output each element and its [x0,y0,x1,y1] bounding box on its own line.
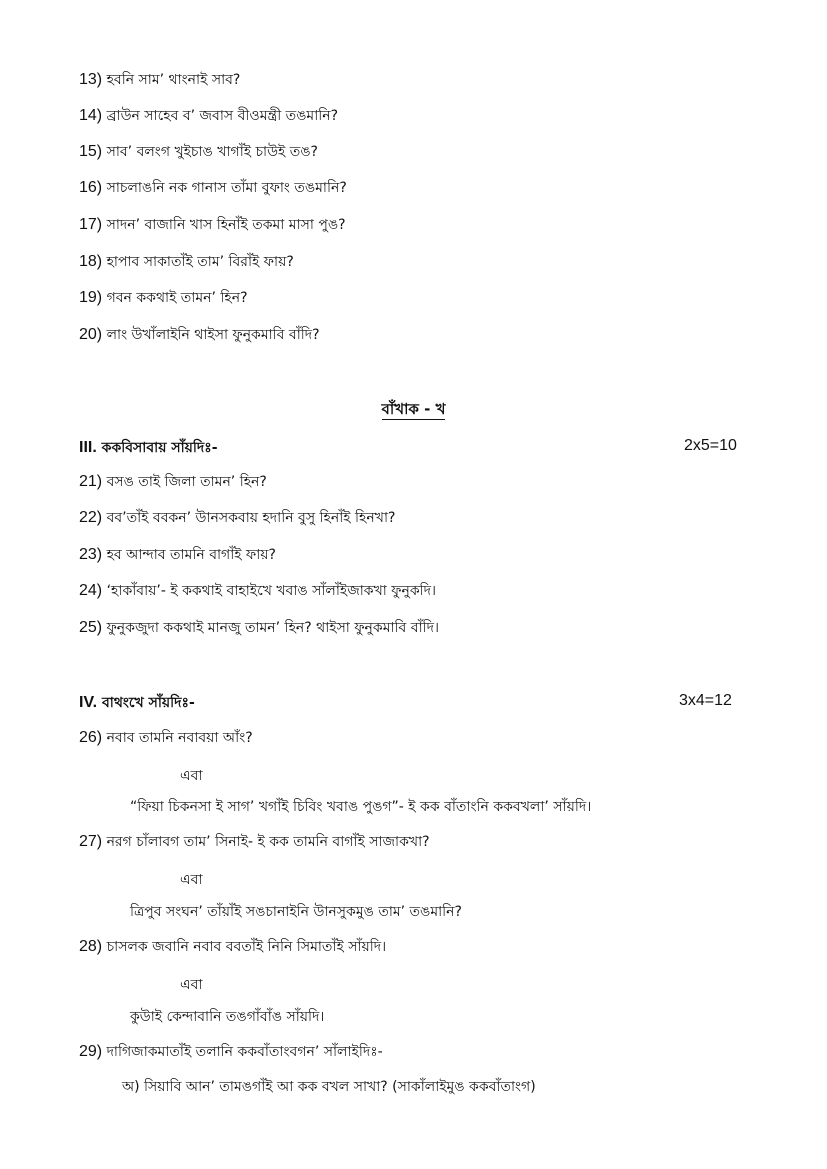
question-16 [79,178,347,198]
section-3-marks: 2x5=10 [684,437,737,454]
question-number: 21) [79,473,103,490]
alternative-question-27: ত্রিপুব সংঘন’ তাঁয়াঁই সঙচানাইনি উানসুকমুঙ তাম’ তঙমানি? [130,904,462,920]
or-label: এবা [180,872,203,888]
section-instruction: বাথংখে সাঁয়দিঃ- [97,695,195,711]
sub-question-29a: অ) সিয়াবি আন’ তামঙগাঁই আ কক বখল সাখা? (সাকাঁলাইমুঙ ককবাঁতাংগ) [122,1079,536,1095]
question-25 [79,618,439,638]
question-text: চাসলক জবানি নবাব ববতাঁই নিনি সিমাতাঁই সাঁয়দি। [106,939,387,955]
question-text: হবনি সাম’ থাংনাই সাব? [106,72,241,88]
question-number: 14) [79,107,103,124]
question-number: 28) [79,938,103,955]
question-number: 18) [79,253,103,270]
question-number: 25) [79,619,103,636]
question-20 [79,325,320,345]
alternative-question-26: “ফিয়া চিকনসা ই সাগ’ খগাঁই চিবিং খবাঙ পুঙগ”- ই কক বাঁতাংনি ককবখলা’ সাঁয়দি। [130,799,592,815]
question-text: সাব’ বলংগ খুইচাঙ খাগাঁই চাউই তঙ? [106,144,318,160]
question-text: সাদন’ বাজানি খাস হিনাঁই তকমা মাসা পুঙ? [106,217,346,233]
question-number: 16) [79,179,103,196]
question-24 [79,581,436,601]
question-number: 13) [79,71,103,88]
question-number: 20) [79,326,103,343]
question-17 [79,215,346,235]
question-number: 23) [79,546,103,563]
question-14 [79,106,338,126]
question-text: ফুনুকজুদা ককথাই মানজু তামন’ হিন? থাইসা ফুনুকমাবি বাঁদি। [106,620,440,636]
question-text: দাগিজাকমাতাঁই তলানি ককবাঁতাংবগন’ সাঁলাইদিঃ- [106,1044,383,1060]
question-number: 19) [79,289,103,306]
question-text: বব’তাঁই ববকন’ উানসকবায় হদানি বুসু হিনাঁই হিনখা? [106,510,396,526]
question-text: ব্রাউন সাহেব ব’ জবাস বীওমন্ত্রী তঙমানি? [106,108,339,124]
question-text: ‘হাকাঁবায়’- ই ককথাই বাহাইখে খবাঙ সাঁলাঁইজাকখা ফুনুকদি। [106,583,437,599]
question-18 [79,252,294,272]
question-13 [79,70,240,90]
question-23 [79,545,276,565]
question-text: হাপাব সাকাতাঁই তাম’ বিরাঁই ফায়? [106,254,294,270]
question-text: লাং উখাঁলাইনি থাইসা ফুনুকমাবি বাঁদি? [106,327,320,343]
question-number: 17) [79,216,103,233]
section-4-marks: 3x4=12 [679,692,732,709]
question-number: 29) [79,1043,103,1060]
question-text: নবাব তামনি নবাবয়া আঁং? [106,730,253,746]
question-29 [79,1042,383,1062]
question-text: নরগ চাঁলাবগ তাম’ সিনাই- ই কক তামনি বাগাঁই সাজাকখা? [106,834,430,850]
section-instruction: ককবিসাবায় সাঁয়দিঃ- [96,440,218,456]
question-21 [79,472,267,492]
question-28 [79,937,386,957]
question-27 [79,832,430,852]
section-3-heading [79,436,218,460]
alternative-question-28: কুউাই কেন্দাবানি তঙগাঁবাঁঙ সাঁয়দি। [130,1009,325,1025]
section-heading-text: বাঁখাক - খ [381,400,446,418]
question-text: গবন ককথাই তামন’ হিন? [106,290,248,306]
question-number: 27) [79,833,103,850]
section-4-heading [79,691,195,715]
question-text: সাচলাঙনি নক গানাস তাঁমা বুফাং তঙমানি? [106,180,347,196]
question-number: 26) [79,729,103,746]
section-heading [0,398,827,423]
section-roman-numeral: III. [79,439,97,456]
question-number: 22) [79,509,103,526]
question-15 [79,142,318,162]
question-number: 15) [79,143,103,160]
question-22 [79,508,395,528]
question-19 [79,288,248,308]
question-26 [79,728,253,748]
question-text: বসঙ তাই জিলা তামন’ হিন? [106,474,267,490]
section-roman-numeral: IV. [79,694,98,711]
or-label: এবা [180,977,203,993]
or-label: এবা [180,768,203,784]
question-text: হব আন্দাব তামনি বাগাঁই ফায়? [106,547,276,563]
question-number: 24) [79,582,103,599]
